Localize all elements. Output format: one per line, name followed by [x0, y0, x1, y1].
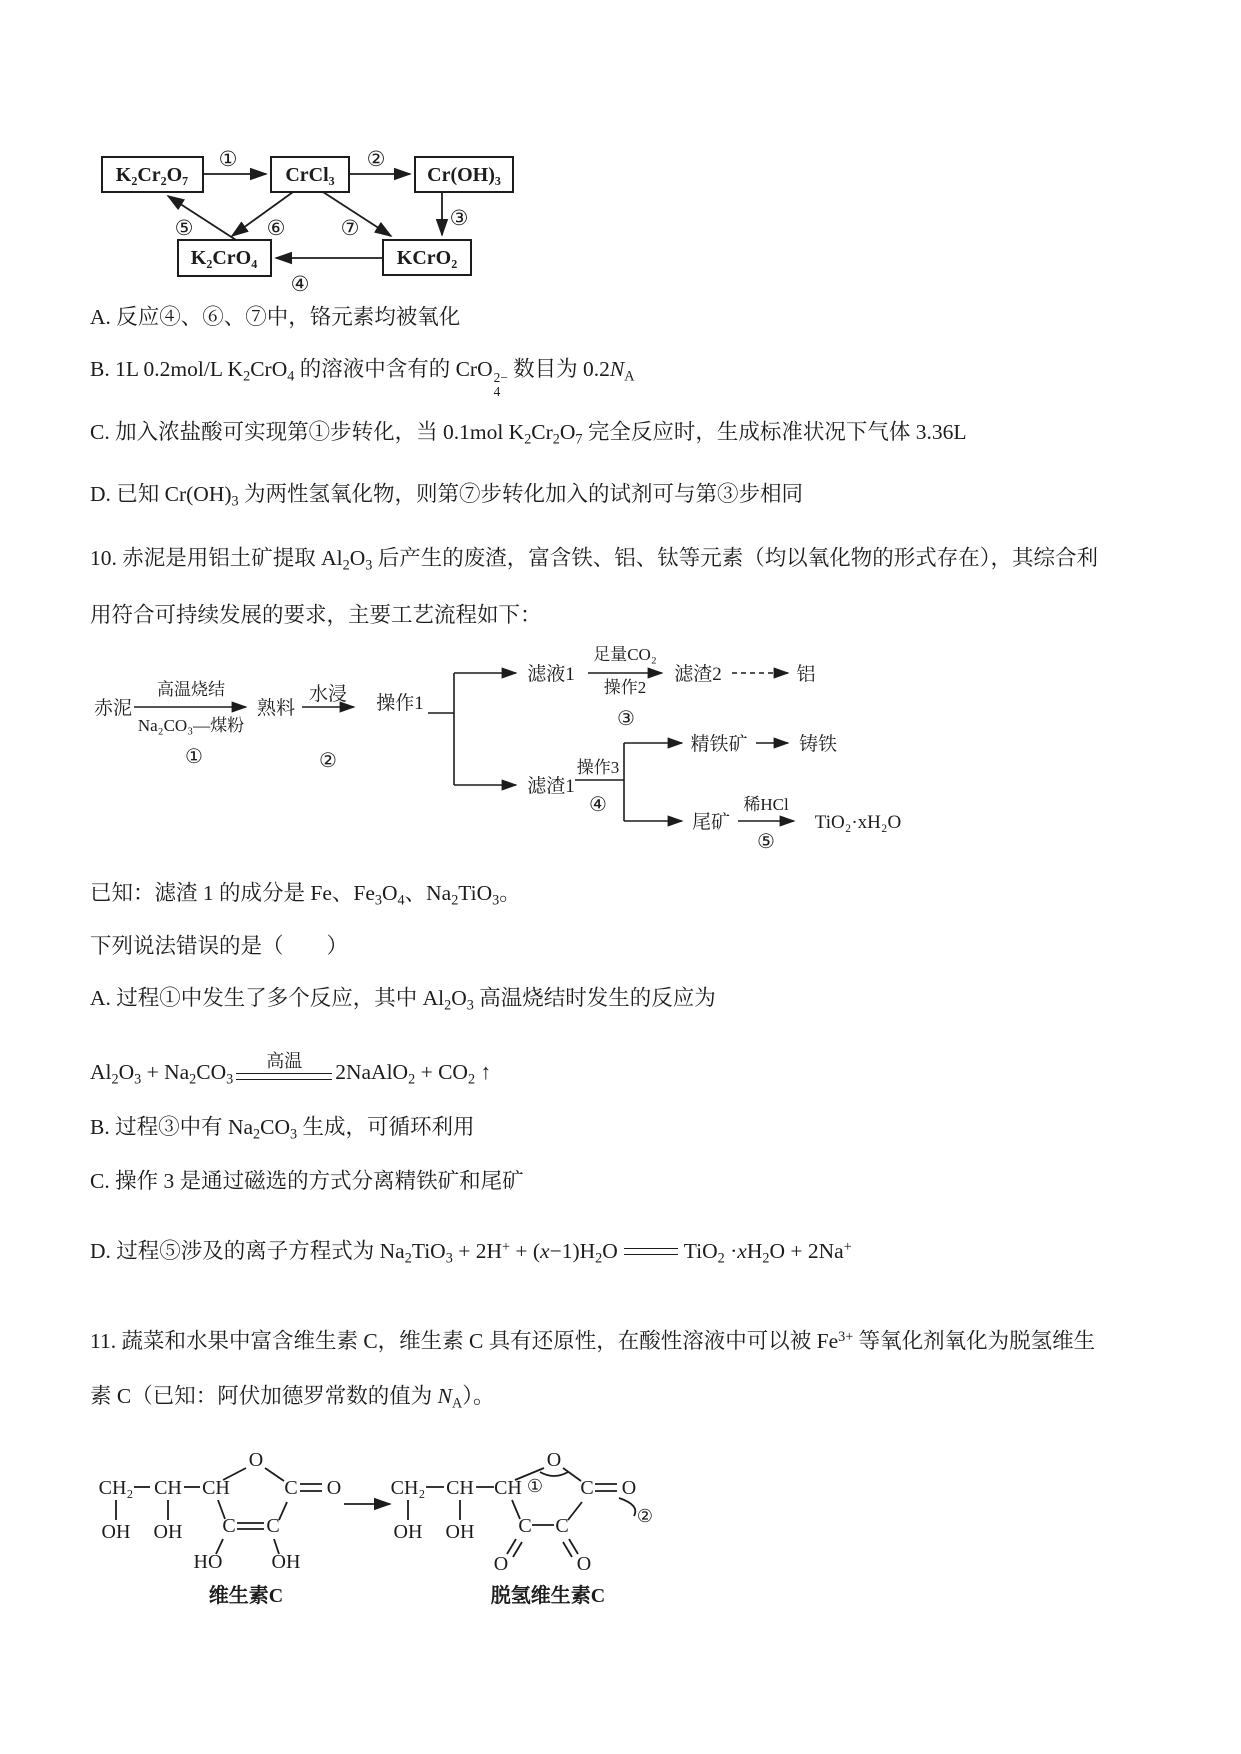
step5-label: ⑤ [174, 216, 194, 240]
flow-soda: Na₂CO₃—煤粉 [137, 716, 245, 735]
flow-step5: ⑤ [757, 831, 775, 853]
atom-c: C [222, 1515, 236, 1537]
atom-ch: CH [494, 1477, 522, 1499]
atom-oh: OH [445, 1521, 475, 1543]
flow-op1: 操作1 [376, 693, 424, 714]
flow-step3: ③ [617, 708, 635, 730]
q10-equation: $Al_2O_3 + Na_2CO_3$ 高温 2NaAlO$_2$ + $CO_2$ ↑ [90, 1051, 492, 1088]
flow-chini: 赤泥 [93, 698, 133, 719]
q10-stem: 下列说法错误的是（ ） [90, 934, 349, 958]
flow-sinter: 高温烧结 [157, 680, 225, 699]
atom-o: O [493, 1553, 509, 1575]
q9-option-b: B. 1L 0.2mol/L $K_2CrO_4$ 的溶液中含有的 CrO 2− 4 数目为 $0.2N_A$ [90, 357, 635, 399]
q9-option-a: A. 反应④、⑥、⑦中，铬元素均被氧化 [90, 305, 461, 329]
q10-option-b: B. 过程③中有 $Na_2CO_3$ 生成，可循环利用 [90, 1115, 475, 1143]
atom-o: O [576, 1553, 592, 1575]
dehydro-vitamin-c-label: 脱氢维生素C [490, 1585, 606, 1607]
flow-jingtiekuang: 精铁矿 [690, 734, 748, 755]
q10-option-d: D. 过程⑤涉及的离子方程式为 $Na_2TiO_3 + 2H^+ + (x-1)H_2O$ $TiO_2 \cdot xH_2O + 2Na^+$ [90, 1239, 852, 1267]
box-k2cr2o7-label: K₂Cr₂O₇ [115, 164, 189, 186]
flow-hcl: 稀HCl [743, 795, 789, 814]
step2-label: ② [366, 147, 386, 171]
q10-intro-line1: 10. 赤泥是用铝土矿提取 $Al_2O_3$ 后产生的废渣，富含铁、铝、钛等元素（均以氧化物的形式存在），其综合利 [90, 546, 1098, 574]
atom-c: C [518, 1515, 532, 1537]
atom-c: C [555, 1515, 569, 1537]
q10-flow-diagram [88, 645, 1149, 855]
step1-label: ① [218, 147, 238, 171]
box-k2cro4-label: K₂CrO₄ [190, 247, 258, 269]
box-croh3-label: Cr(OH)₃ [427, 164, 501, 186]
atom-ho: HO [193, 1551, 223, 1573]
atom-oh: OH [101, 1521, 131, 1543]
flow-tio2: TiO₂·xH₂O [814, 812, 902, 833]
q11-intro-line2: 素 C（已知：阿伏加德罗常数的值为 $N_A$）。 [90, 1384, 495, 1412]
q11-structures [88, 1420, 788, 1630]
atom-c: C [580, 1477, 594, 1499]
atom-ch: CH [446, 1477, 474, 1499]
atom-oh: OH [271, 1551, 301, 1573]
step7-label: ⑦ [340, 216, 360, 240]
bond-label-2: ② [636, 1506, 654, 1526]
q9-chromium-diagram [88, 133, 538, 303]
box-crcl3-label: CrCl₃ [285, 164, 335, 186]
q10-option-c: C. 操作 3 是通过磁选的方式分离精铁矿和尾矿 [90, 1169, 524, 1193]
q10-known: 已知：滤渣 1 的成分是 Fe、$Fe_3O_4$、$Na_2TiO_3$。 [90, 881, 521, 909]
flow-lvzha1: 滤渣1 [527, 776, 575, 797]
step6-label: ⑥ [266, 216, 286, 240]
step3-label: ③ [449, 206, 469, 230]
flow-lv: 铝 [796, 664, 816, 685]
atom-o-ring: O [546, 1449, 562, 1471]
flow-weikuang: 尾矿 [691, 812, 731, 833]
flow-shuliao: 熟料 [256, 698, 296, 719]
q10-option-a: A. 过程①中发生了多个反应，其中 $Al_2O_3$ 高温烧结时发生的反应为 [90, 986, 716, 1014]
flow-op2: 操作2 [603, 678, 647, 697]
flow-lvye1: 滤液1 [527, 664, 575, 685]
bond-label-1: ① [526, 1476, 544, 1496]
atom-ch: CH [202, 1477, 230, 1499]
vitamin-c-label: 维生素C [208, 1585, 284, 1607]
flow-lvzha2: 滤渣2 [674, 664, 722, 685]
flow-step4: ④ [589, 794, 607, 816]
atom-oh: OH [153, 1521, 183, 1543]
atom-ch2: CH₂ [390, 1477, 426, 1499]
q11-intro-line1: 11. 蔬菜和水果中富含维生素 C，维生素 C 具有还原性，在酸性溶液中可以被 $Fe^{3+}$ 等氧化剂氧化为脱氢维生 [90, 1329, 1096, 1354]
box-kcro2-label: KCrO₂ [396, 247, 458, 269]
flow-step1: ① [185, 746, 203, 768]
flow-shuijin: 水浸 [308, 684, 348, 705]
atom-o: O [326, 1477, 342, 1499]
q10-intro-line2: 用符合可持续发展的要求，主要工艺流程如下： [90, 603, 542, 627]
q9-option-d: D. 已知 $Cr(OH)_3$ 为两性氢氧化物，则第⑦步转化加入的试剂可与第③步相同 [90, 482, 804, 510]
q9-option-c: C. 加入浓盐酸可实现第①步转化，当 0.1mol $K_2Cr_2O_7$ 完全反应时，生成标准状况下气体 3.36L [90, 420, 967, 448]
atom-ch: CH [154, 1477, 182, 1499]
atom-oh: OH [393, 1521, 423, 1543]
atom-c: C [266, 1515, 280, 1537]
atom-o-ring: O [248, 1449, 264, 1471]
flow-co2: 足量CO₂ [593, 645, 657, 664]
flow-step2: ② [319, 750, 337, 772]
flow-zhutie: 铸铁 [798, 734, 838, 755]
atom-c: C [284, 1477, 298, 1499]
flow-op3: 操作3 [576, 758, 620, 777]
atom-o: O [621, 1477, 637, 1499]
atom-ch2: CH₂ [98, 1477, 134, 1499]
step4-label: ④ [290, 272, 310, 296]
